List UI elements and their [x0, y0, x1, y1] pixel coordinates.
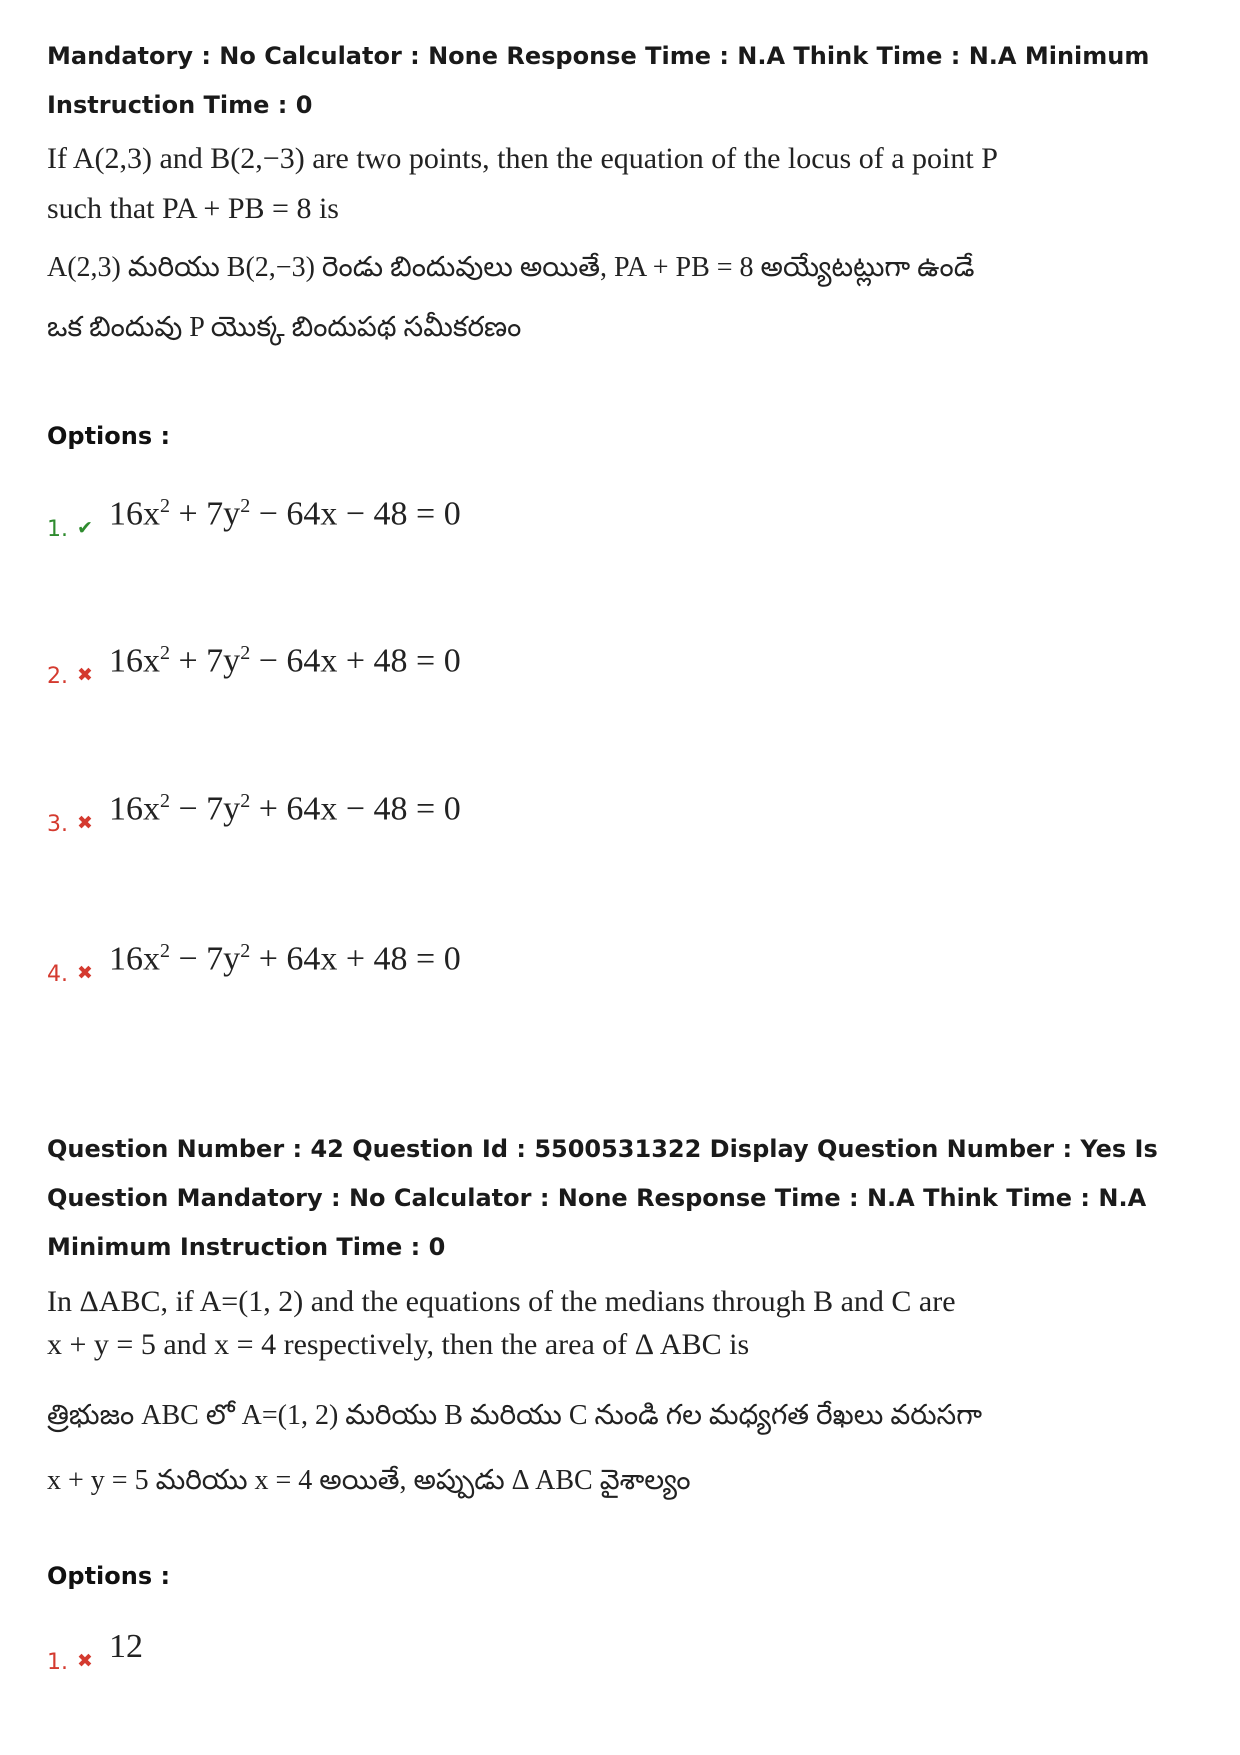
option-number: 3.: [47, 812, 68, 837]
question-42-text-english-line-2: x + y = 5 and x = 4 respectively, then the area of Δ ABC is: [47, 1328, 750, 1361]
question-41-text-english-line-2: such that PA + PB = 8 is: [47, 192, 339, 225]
cross-icon: ✖: [77, 962, 93, 984]
option-expression: $16x^2 - 7y^2 + 64x - 48 = 0$: [109, 790, 461, 828]
question-41-meta: Mandatory : No Calculator : None Response Time : N.A Think Time : N.A Minimum Instruction Time : 0: [47, 42, 1150, 119]
question-42-text-english-line-1: In ΔABC, if A=(1, 2) and the equations of the medians through B and C are: [47, 1285, 956, 1318]
option-expression: $16x^2 + 7y^2 - 64x + 48 = 0$: [109, 642, 461, 680]
option-number: 2.: [47, 664, 68, 689]
cross-icon: ✖: [77, 1650, 93, 1672]
question-42-text-telugu-line-2: x + y = 5 మరియు x = 4 అయితే, అప్పుడు Δ ABC వైశాల్యం: [47, 1465, 691, 1496]
question-41-text-english-line-1: If A(2,3) and B(2,−3) are two points, then the equation of the locus of a point P: [47, 142, 998, 175]
cross-icon: ✖: [77, 664, 93, 686]
cross-icon: ✖: [77, 812, 93, 834]
question-41-text-telugu-line-2: ఒక బిందువు P యొక్క బిందుపథ సమీకరణం: [47, 312, 522, 343]
question-41-options-label: Options :: [47, 422, 171, 450]
question-42-options-label: Options :: [47, 1562, 171, 1590]
option-number: 4.: [47, 962, 68, 987]
question-42-text-telugu-line-1: త్రిభుజం ABC లో A=(1, 2) మరియు B మరియు C నుండి గల మధ్యగత రేఖలు వరుసగా: [47, 1400, 982, 1431]
option-expression: $16x^2 + 7y^2 - 64x - 48 = 0$: [109, 495, 461, 533]
checkmark-icon: ✔: [77, 517, 93, 539]
option-expression: 12: [109, 1628, 143, 1665]
option-number: 1.: [47, 1650, 68, 1675]
question-42-meta: Question Number : 42 Question Id : 5500531322 Display Question Number : Yes Is Question Mandatory : No Calculator : None Response Time : N.A Think Time : N.A Minimum Instruction Time : 0: [47, 1135, 1158, 1261]
option-number: 1.: [47, 517, 68, 542]
option-expression: $16x^2 - 7y^2 + 64x + 48 = 0$: [109, 940, 461, 978]
question-41-text-telugu-line-1: A(2,3) మరియు B(2,−3) రెండు బిందువులు అయితే, PA + PB = 8 అయ్యేటట్లుగా ఉండే: [47, 252, 975, 283]
